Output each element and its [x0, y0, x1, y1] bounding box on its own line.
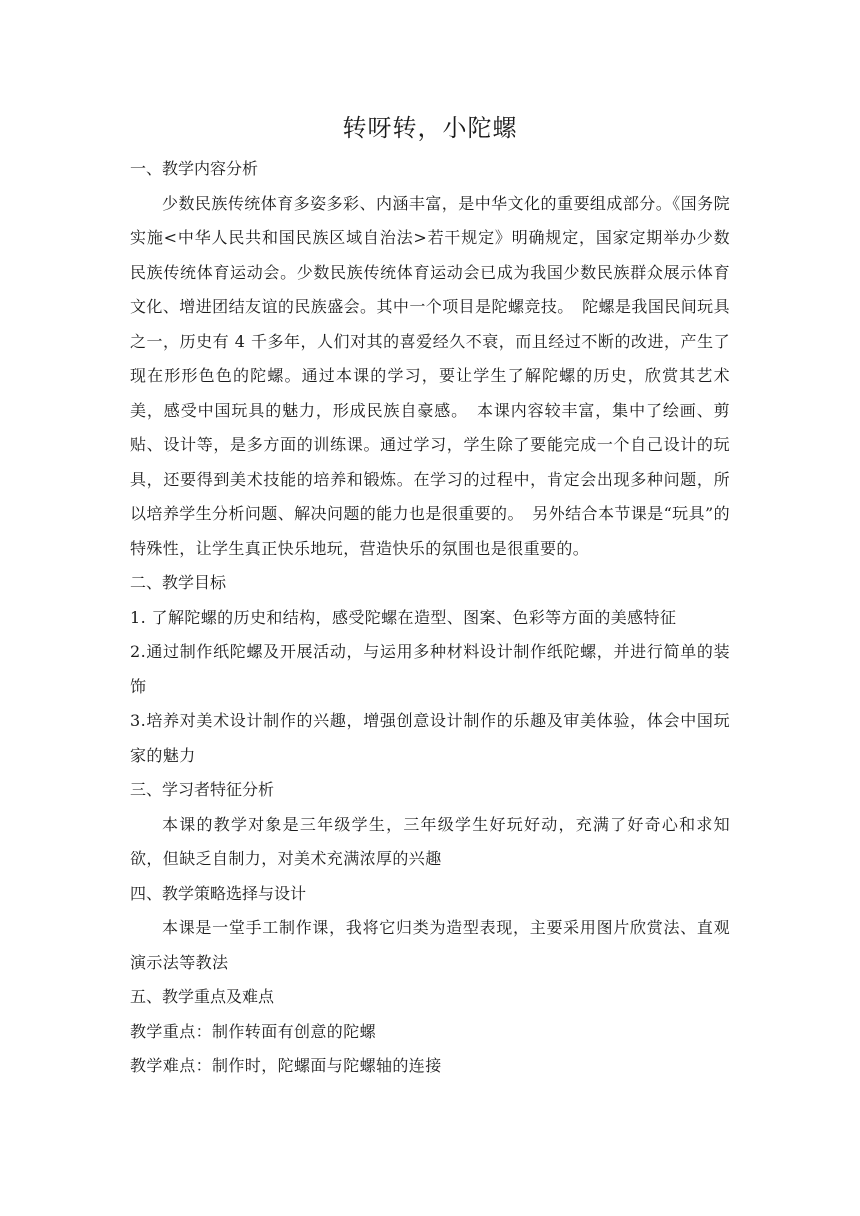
section-paragraph: 本课是一堂手工制作课，我将它归类为造型表现，主要采用图片欣赏法、直观演示法等教法 [130, 918, 730, 972]
key-point-line: 教学重点：制作转面有创意的陀螺 [130, 1021, 377, 1041]
section-learner-analysis [130, 773, 730, 877]
document-page [130, 108, 730, 1084]
section-heading: 二、教学目标 [130, 573, 227, 592]
section-teaching-goals [130, 566, 730, 773]
section-content-analysis [130, 152, 730, 566]
section-teaching-strategy [130, 877, 730, 981]
section-heading: 五、教学重点及难点 [130, 987, 275, 1006]
section-paragraph: 本课的教学对象是三年级学生，三年级学生好玩好动，充满了好奇心和求知欲，但缺乏自制力，对美术充满浓厚的兴趣 [130, 814, 730, 868]
difficulty-line: 教学难点：制作时，陀螺面与陀螺轴的连接 [130, 1056, 442, 1075]
document-title: 转呀转，小陀螺 [342, 114, 518, 142]
section-paragraph: 少数民族传统体育多姿多彩、内涵丰富，是中华文化的重要组成部分。《国务院实施<中华人民共和国民族区域自治法>若干规定》明确规定，国家定期举办少数民族传统体育运动会。少数民族传统体育运动会已成为我国少数民族群众展示体育文化、增进团结友谊的民族盛会。其中一个项目是陀螺竞技。 陀螺是我国民间玩具之一，历史有 4 千多年，人们对其的喜爱经久不衰，而且经过不断的改进，产生了现在形形色色的陀螺。通过本课的学习，要让学生了解陀螺的历史，欣赏其艺术美，感受中国玩具的魅力，形成民族自豪感。 本课内容较丰富，集中了绘画、剪贴、设计等，是多方面的训练课。通过学习，学生除了要能完成一个自己设计的玩具，还要得到美术技能的培养和锻炼。在学习的过程中，肯定会出现多种问题，所以培养学生分析问题、解决问题的能力也是很重要的。 另外结合本节课是“玩具”的特殊性，让学生真正快乐地玩，营造快乐的氛围也是很重要的。 [130, 193, 730, 558]
section-heading: 四、教学策略选择与设计 [130, 883, 307, 903]
goal-item-1: 1. 了解陀螺的历史和结构，感受陀螺在造型、图案、色彩等方面的美感特征 [130, 607, 677, 627]
section-heading: 一、教学内容分析 [130, 159, 259, 178]
section-key-points [130, 980, 730, 1084]
goal-item-2: 2.通过制作纸陀螺及开展活动，与运用多种材料设计制作纸陀螺，并进行简单的装饰 [130, 642, 730, 696]
section-heading: 三、学习者特征分析 [130, 780, 275, 799]
goal-item-3: 3.培养对美术设计制作的兴趣，增强创意设计制作的乐趣及审美体验，体会中国玩家的魅力 [130, 711, 730, 765]
